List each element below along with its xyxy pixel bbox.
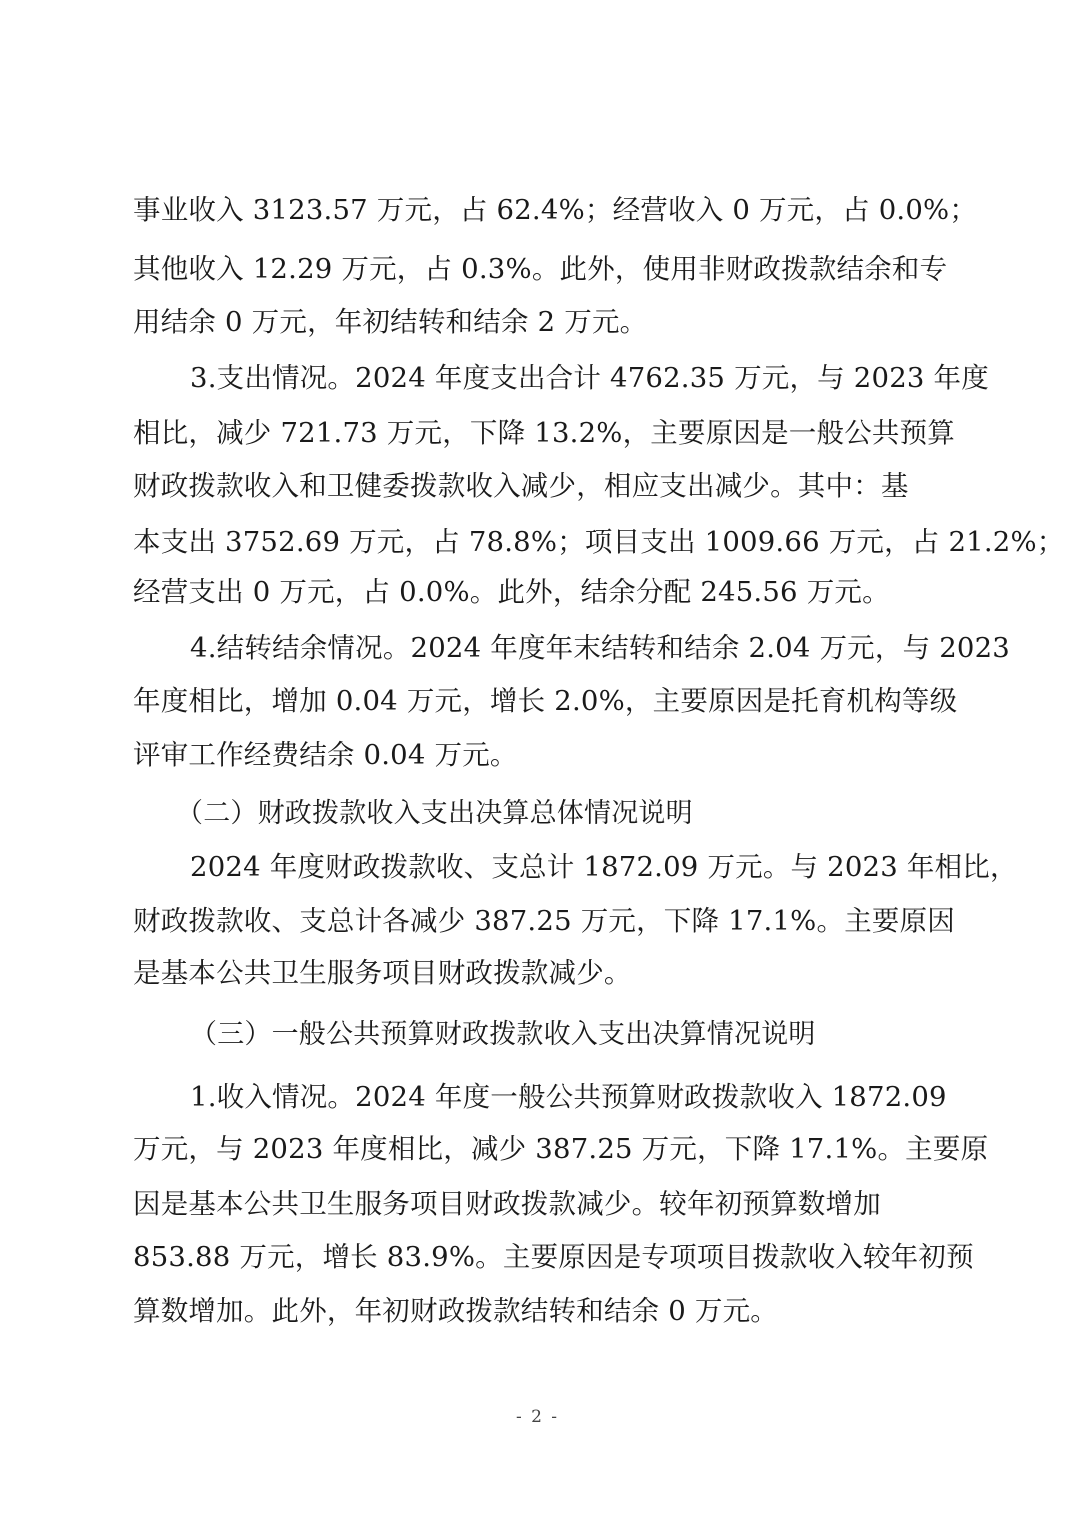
- body-line: [0, 186, 1075, 234]
- body-line: [0, 568, 1075, 616]
- body-line: [0, 354, 1075, 402]
- line-text: 算数增加。此外，年初财政拨款结转和结余 0 万元。: [133, 1295, 778, 1327]
- line-text: 4.结转结余情况。2024 年度年末结转和结余 2.04 万元，与 2023: [190, 632, 1011, 664]
- line-text: 评审工作经费结余 0.04 万元。: [133, 739, 518, 771]
- body-line: [0, 624, 1075, 672]
- body-line: [0, 1287, 1075, 1335]
- body-line: [0, 1125, 1075, 1173]
- body-line: [0, 245, 1075, 293]
- body-line: [0, 409, 1075, 457]
- line-text: 853.88 万元，增长 83.9%。主要原因是专项项目拨款收入较年初预: [133, 1241, 974, 1273]
- body-line: [0, 518, 1075, 566]
- section-heading: [0, 1011, 1075, 1059]
- line-text: 财政拨款收、支总计各减少 387.25 万元，下降 17.1%。主要原因: [133, 905, 956, 937]
- body-line: [0, 897, 1075, 945]
- line-text: 2024 年度财政拨款收、支总计 1872.09 万元。与 2023 年相比，: [190, 851, 1018, 883]
- line-text: 万元，与 2023 年度相比，减少 387.25 万元，下降 17.1%。主要原: [133, 1133, 989, 1165]
- page-number: - 2 -: [515, 1407, 560, 1427]
- line-text: 用结余 0 万元，年初结转和结余 2 万元。: [133, 306, 648, 338]
- line-text: 其他收入 12.29 万元，占 0.3%。此外，使用非财政拨款结余和专: [133, 253, 948, 285]
- body-line: [0, 1073, 1075, 1121]
- section-heading-text: （二）财政拨款收入支出决算总体情况说明: [176, 798, 693, 829]
- line-text: 因是基本公共卫生服务项目财政拨款减少。较年初预算数增加: [133, 1188, 881, 1220]
- line-text: 财政拨款收入和卫健委拨款收入减少，相应支出减少。其中：基: [133, 470, 909, 502]
- line-text: 事业收入 3123.57 万元，占 62.4%；经营收入 0 万元，占 0.0%；: [133, 194, 978, 226]
- body-line: [0, 1180, 1075, 1228]
- body-line: [0, 731, 1075, 779]
- line-text: 本支出 3752.69 万元，占 78.8%；项目支出 1009.66 万元，占 21.2%；: [133, 526, 1065, 558]
- body-line: [0, 462, 1075, 510]
- section-heading-text: （三）一般公共预算财政拨款收入支出决算情况说明: [190, 1019, 816, 1050]
- line-text: 相比，减少 721.73 万元，下降 13.2%，主要原因是一般公共预算: [133, 417, 956, 449]
- body-line: [0, 677, 1075, 725]
- line-text: 1.收入情况。2024 年度一般公共预算财政拨款收入 1872.09: [190, 1081, 947, 1113]
- line-text: 是基本公共卫生服务项目财政拨款减少。: [133, 957, 632, 989]
- body-line: [0, 298, 1075, 346]
- section-heading: [0, 790, 1075, 838]
- body-line: [0, 1233, 1075, 1281]
- line-text: 3.支出情况。2024 年度支出合计 4762.35 万元，与 2023 年度: [190, 362, 989, 394]
- line-text: 经营支出 0 万元，占 0.0%。此外，结余分配 245.56 万元。: [133, 576, 890, 608]
- body-line: [0, 949, 1075, 997]
- body-line: [0, 843, 1075, 891]
- line-text: 年度相比，增加 0.04 万元，增长 2.0%，主要原因是托育机构等级: [133, 685, 958, 717]
